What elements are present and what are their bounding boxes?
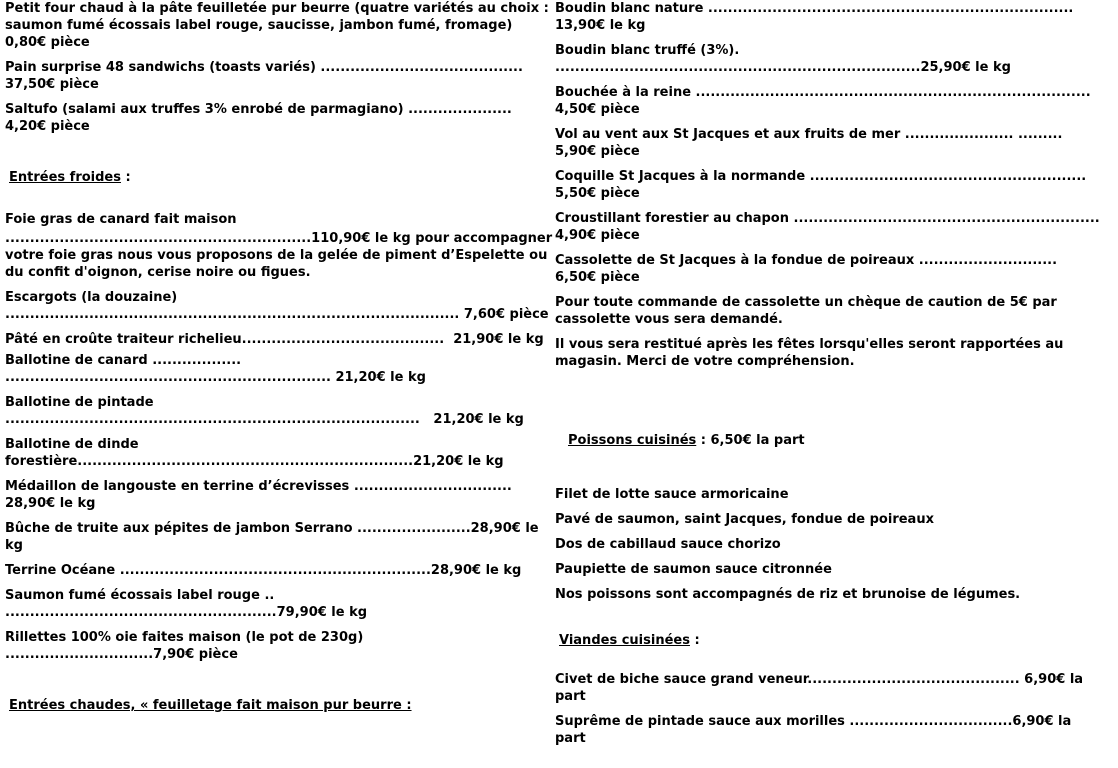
entrees-froides-colon: : [120, 170, 131, 185]
poissons-title: Poissons cuisinés [568, 433, 697, 448]
coquille-item: Coquille St Jacques à la normande ........................................................ 5,50€ pièce [555, 169, 1091, 201]
viandes-colon: : [689, 633, 700, 648]
medaillon-item: Médaillon de langouste en terrine d’écrevisses ................................ 28,90€ le kg [5, 479, 517, 511]
entrees-chaudes-heading [5, 697, 553, 714]
accompagnes-note: Nos poissons sont accompagnés de riz et brunoise de légumes. [555, 587, 1021, 602]
viandes-title: Viandes cuisinées [559, 633, 690, 648]
poissons-heading [555, 432, 1100, 449]
foie-gras-name: Foie gras de canard fait maison [5, 212, 237, 227]
pave-item: Pavé de saumon, saint Jacques, fondue de poireaux [555, 512, 934, 527]
civet-item: Civet de biche sauce grand veneur........................................... 6,90€ la part [555, 672, 1088, 704]
entrees-froides-title: Entrées froides [9, 170, 121, 185]
paupiette-item: Paupiette de saumon sauce citronnée [555, 562, 832, 577]
supreme-item: Suprême de pintade sauce aux morilles .................................6,90€ la part [555, 714, 1076, 746]
foie-gras-desc: ..............................................................110,90€ le kg pour accompagner votre foie gras nous vous proposons de la gelée de piment d’Espelette ou du confit d'oignon, cerise noire ou figues. [5, 231, 557, 280]
left-column [5, 0, 558, 714]
entrees-chaudes-title: Entrées chaudes, « feuilletage fait maison pur beurre : [9, 698, 412, 713]
buche-item: Bûche de truite aux pépites de jambon Serrano .......................28,90€ le kg [5, 521, 544, 553]
boudin-nature-item: Boudin blanc nature .......................................................................... 13,90€ le kg [555, 1, 1078, 33]
viandes-heading [555, 632, 1100, 649]
petit-four-item: Petit four chaud à la pâte feuilletée pur beurre (quatre variétés au choix : saumon fumé écossais label rouge, saucisse, jambon fumé, fromage) 0,80€ pièce [5, 1, 558, 50]
saumon-item: Saumon fumé écossais label rouge .. .......................................................79,90€ le kg [5, 588, 368, 620]
bouchee-item: Bouchée à la reine ................................................................................ 4,50€ pièce [555, 85, 1096, 117]
lotte-item: Filet de lotte sauce armoricaine [555, 487, 789, 502]
escargots-item: Escargots (la douzaine) ............................................................................................ 7,60€ pièce [5, 290, 549, 322]
right-column [555, 0, 1105, 747]
ballotine-pintade-item: Ballotine de pintade .................................................................................... 21,20€ le kg [5, 395, 524, 427]
ballotine-canard-item: Ballotine de canard .................. .................................................................. 21,20€ le kg [5, 353, 426, 385]
restitue-note: Il vous sera restitué après les fêtes lorsqu'elles seront rapportées au magasin. Merci de votre compréhension. [555, 337, 1068, 369]
vol-au-vent-item: Vol au vent aux St Jacques et aux fruits de mer ...................... ......... 5,90€ pièce [555, 127, 1067, 159]
dos-item: Dos de cabillaud sauce chorizo [555, 537, 781, 552]
pate-croute-item: Pâté en croûte traiteur richelieu......................................... 21,90€ le kg [5, 332, 544, 347]
cassolette-item: Cassolette de St Jacques à la fondue de poireaux ............................ 6,50€ pièce [555, 253, 1062, 285]
boudin-truffe-item: Boudin blanc truffé (3%). ..........................................................................25,90€ le kg [555, 43, 1011, 75]
rillettes-item: Rillettes 100% oie faites maison (le pot de 230g) ..............................7,90€ pièce [5, 630, 364, 662]
entrees-froides-heading [5, 169, 553, 186]
croustillant-item: Croustillant forestier au chapon .............................................................. 4,90€ pièce [555, 211, 1105, 243]
pain-surprise-item: Pain surprise 48 sandwichs (toasts variés) ......................................... 37,50€ pièce [5, 60, 528, 92]
ballotine-dinde-item: Ballotine de dinde forestière....................................................................21,20€ le kg [5, 437, 504, 469]
poissons-price: : 6,50€ la part [696, 433, 805, 448]
caution-note: Pour toute commande de cassolette un chèque de caution de 5€ par cassolette vous sera demandé. [555, 295, 1062, 327]
saltufo-item: Saltufo (salami aux truffes 3% enrobé de parmagiano) ..................... 4,20€ pièce [5, 102, 517, 134]
terrine-item: Terrine Océane ...............................................................28,90€ le kg [5, 563, 522, 578]
